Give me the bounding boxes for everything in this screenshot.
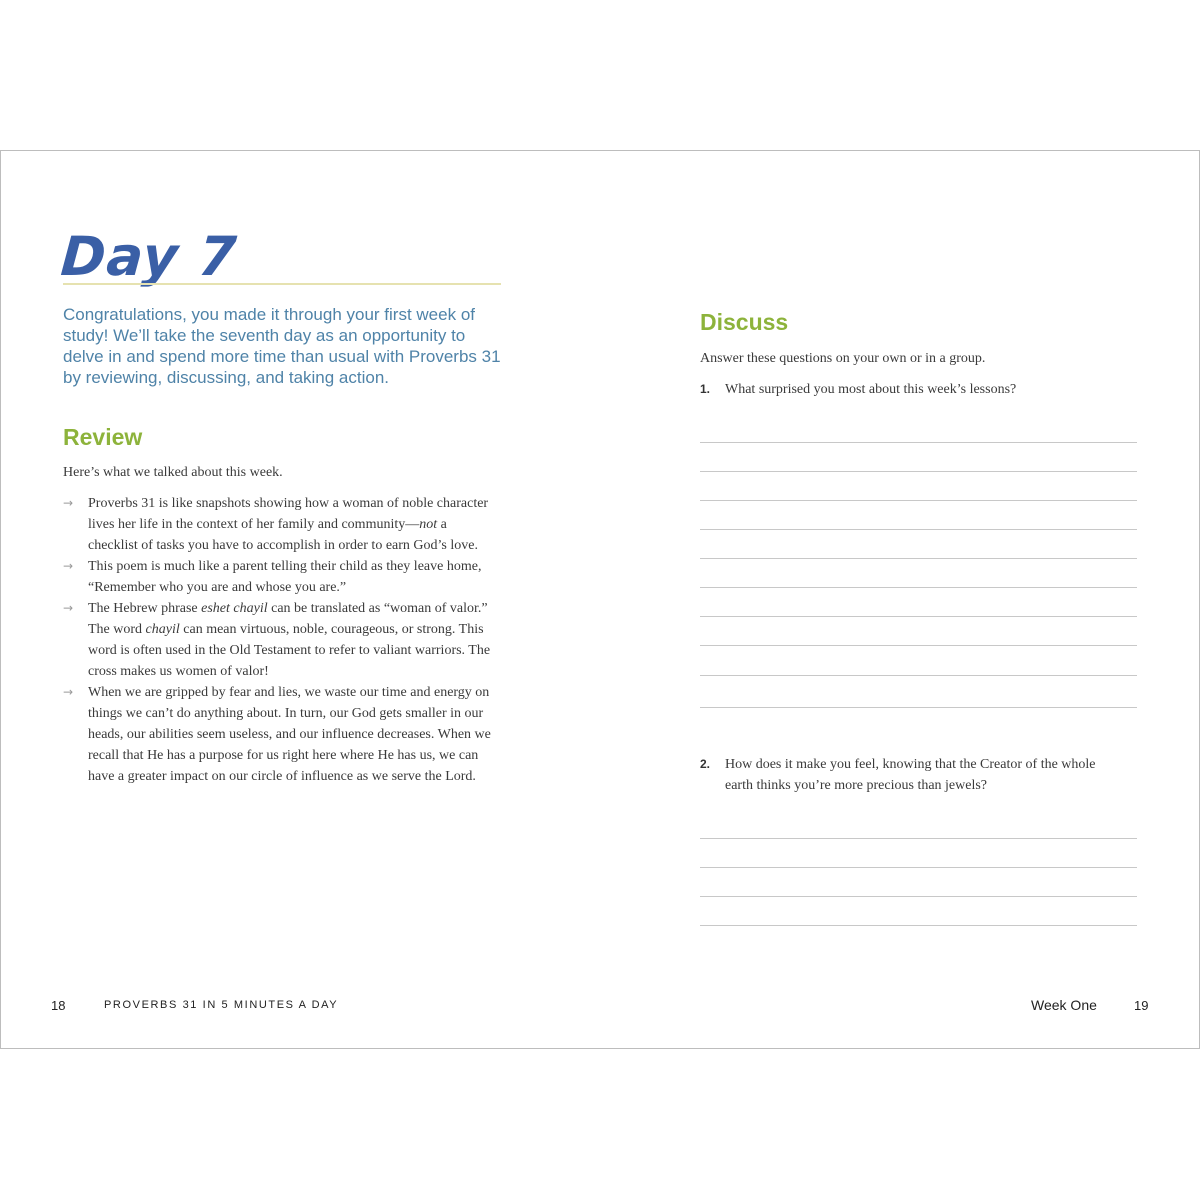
answer-line[interactable] [700, 867, 1137, 868]
review-item [63, 556, 493, 598]
answer-line[interactable] [700, 838, 1137, 839]
review-item [63, 598, 493, 682]
emphasis-text: eshet chayil [201, 601, 268, 616]
answer-line[interactable] [700, 500, 1137, 501]
answer-line[interactable] [700, 645, 1137, 646]
question-text: What surprised you most about this week’s lessons? [725, 382, 1017, 397]
review-item [63, 493, 493, 556]
answer-line[interactable] [700, 675, 1137, 676]
discuss-lead: Answer these questions on your own or in a group. [700, 351, 986, 366]
review-item [63, 682, 493, 787]
answer-line[interactable] [700, 529, 1137, 530]
question-text: How does it make you feel, knowing that the Creator of the whole earth thinks you’re more precious than jewels? [725, 757, 1096, 793]
answer-line[interactable] [700, 896, 1137, 897]
running-book-title: PROVERBS 31 IN 5 MINUTES A DAY [104, 999, 339, 1011]
answer-line[interactable] [700, 925, 1137, 926]
question-number: 1. [700, 382, 711, 396]
page-number-left: 18 [51, 998, 66, 1013]
review-lead: Here’s what we talked about this week. [63, 465, 283, 480]
book-spread [0, 150, 1200, 1049]
emphasis-text: chayil [145, 622, 180, 637]
page-number-right: 19 [1134, 998, 1149, 1013]
answer-line[interactable] [700, 471, 1137, 472]
day-title: Day 7 [58, 225, 240, 288]
arrow-right-icon: → [63, 559, 74, 573]
answer-line[interactable] [700, 616, 1137, 617]
review-item-text: The Hebrew phrase eshet chayil can be translated as “woman of valor.” The word chayil can mean virtuous, noble, courageous, or strong. This word is often used in the Old Testament to refer to valiant warriors. The cross makes us women of valor! [88, 601, 491, 679]
review-item-text: This poem is much like a parent telling their child as they leave home, “Remember who you are and whose you are.” [88, 559, 482, 595]
answer-line[interactable] [700, 442, 1137, 443]
discuss-heading: Discuss [700, 309, 789, 335]
review-item-text: When we are gripped by fear and lies, we waste our time and energy on things we can’t do anything about. In turn, our God gets smaller in our heads, our abilities seem useless, and our influence decreases. When we recall that He has a purpose for us right here where He has us, we can have a greater impact on our circle of influence as we serve the Lord. [88, 685, 491, 784]
arrow-right-icon: → [63, 496, 74, 510]
review-heading: Review [63, 424, 143, 450]
question-2 [700, 754, 1120, 796]
arrow-right-icon: → [63, 685, 74, 699]
answer-line[interactable] [700, 558, 1137, 559]
emphasis-text: not [419, 517, 438, 532]
answer-line[interactable] [700, 707, 1137, 708]
left-page [1, 151, 600, 1048]
question-1 [700, 379, 1120, 400]
running-week-label: Week One [1031, 997, 1097, 1013]
intro-paragraph: Congratulations, you made it through your first week of study! We’ll take the seventh day as an opportunity to delve in and spend more time than usual with Proverbs 31 by reviewing, discussing, and taking action. [63, 305, 501, 387]
review-item-text: Proverbs 31 is like snapshots showing how a woman of noble character lives her life in the context of her family and community—not a checklist of tasks you have to accomplish in order to earn God’s love. [88, 496, 489, 553]
review-list [63, 493, 493, 787]
question-number: 2. [700, 757, 711, 771]
title-underline [63, 283, 501, 285]
right-page [600, 151, 1199, 1048]
answer-line[interactable] [700, 587, 1137, 588]
arrow-right-icon: → [63, 601, 74, 615]
